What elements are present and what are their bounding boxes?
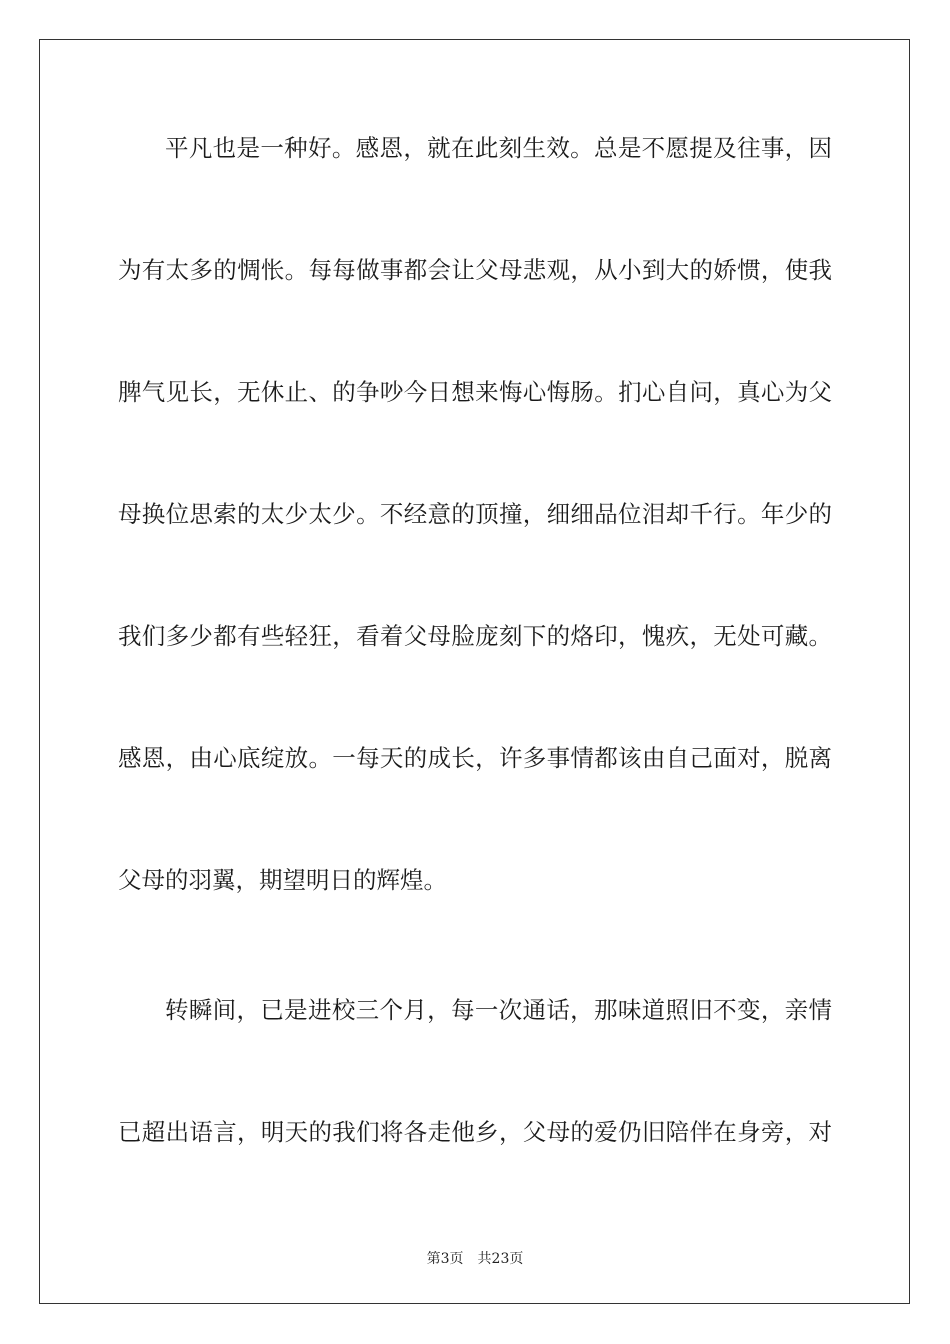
page-footer: [0, 1248, 950, 1268]
paragraph-line-4: 母换位思索的太少太少。不经意的顶撞，细细品位泪却千行。年少的: [118, 500, 832, 528]
paragraph-line-5: 我们多少都有些轻狂，看着父母脸庞刻下的烙印，愧疚，无处可藏。: [118, 622, 832, 650]
paragraph-line-3: 脾气见长，无休止、的争吵今日想来悔心悔肠。扪心自问，真心为父: [118, 378, 832, 406]
paragraph-2-line-2: 已超出语言，明天的我们将各走他乡，父母的爱仍旧陪伴在身旁，对: [118, 1118, 832, 1146]
paragraph-line-2: 为有太多的惆怅。每每做事都会让父母悲观，从小到大的娇惯，使我: [118, 256, 832, 284]
paragraph-line-7: 父母的羽翼，期望明日的辉煌。: [118, 866, 447, 894]
document-body: [118, 128, 832, 1234]
page-number: 第3页: [426, 1251, 464, 1267]
paragraph-line-1: 平凡也是一种好。感恩，就在此刻生效。总是不愿提及往事，因: [165, 134, 832, 162]
paragraph-2-line-1: 转瞬间，已是进校三个月，每一次通话，那味道照旧不变，亲情: [165, 996, 832, 1024]
page-total: 共23页: [477, 1251, 524, 1267]
paragraph-line-6: 感恩，由心底绽放。一每天的成长，许多事情都该由自己面对，脱离: [118, 744, 832, 772]
